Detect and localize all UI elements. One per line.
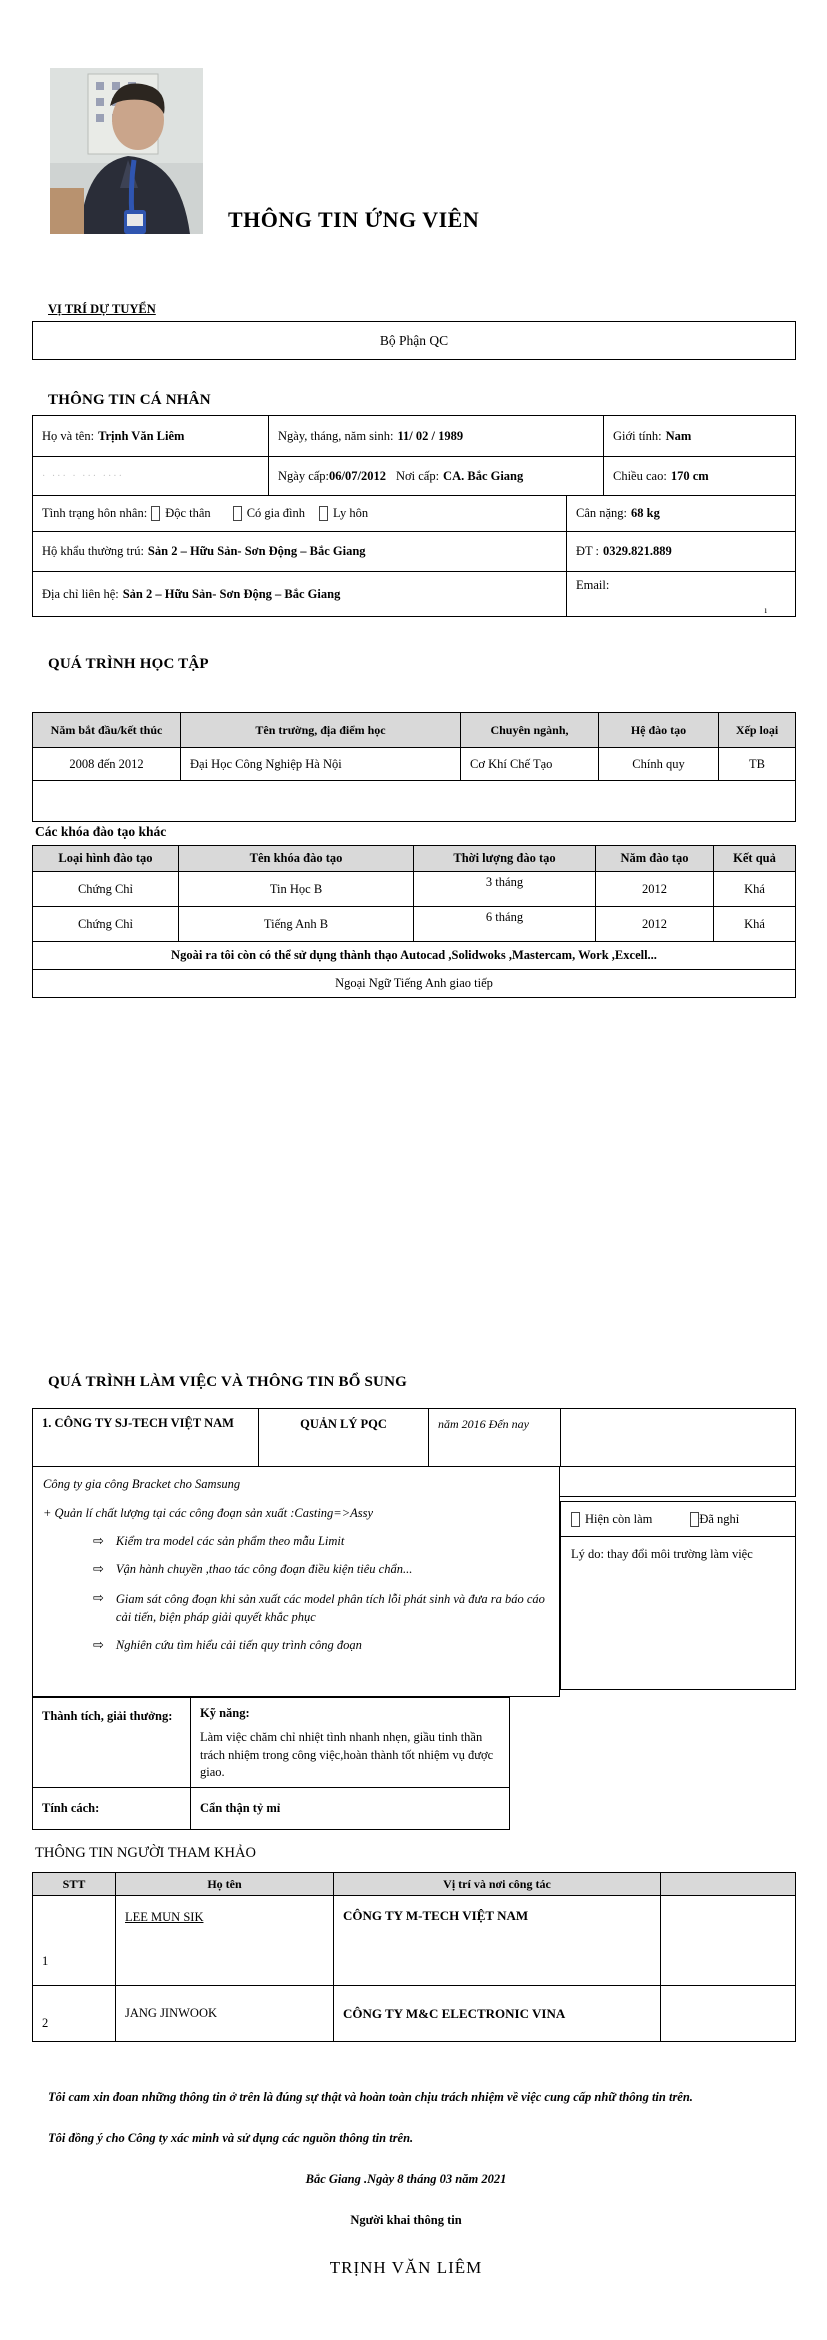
marital-option-divorced: Ly hôn [333,506,369,520]
work-duty-item [43,1638,551,1653]
training-duration: 6 tháng [414,907,596,941]
photo-placeholder-graphic [50,68,203,234]
education-section-heading: QUÁ TRÌNH HỌC TẬP [48,656,209,672]
training-section-heading: Các khóa đào tạo khác [35,824,167,839]
column-header: Loại hình đào tạo [33,846,179,871]
training-table [32,845,796,998]
extra-skills-row [33,942,795,970]
issue-place-value: CA. Bắc Giang [443,468,524,483]
reference-number: 1 [33,1896,116,1985]
empty-cell [33,781,795,821]
full-name-cell [33,416,269,456]
references-table [32,1872,796,2042]
personal-info-table [32,415,796,617]
height-cell [604,457,795,495]
page-title: THÔNG TIN ỨNG VIÊN [228,207,480,232]
arrow-bullet-icon: ⇨ [93,1562,104,1577]
work-experience-table [32,1408,796,1697]
status-resigned-label: Đã nghỉ [699,1511,740,1526]
checkbox-divorced-icon [319,506,328,521]
empty-cell [560,1467,796,1497]
work-duties-cell [32,1467,560,1697]
column-header: Tên khóa đào tạo [179,846,414,871]
training-data-row [33,872,795,907]
training-data-row [33,907,795,942]
position-section-label: VỊ TRÍ DỰ TUYỂN [48,302,156,316]
work-position: QUẢN LÝ PQC [259,1409,429,1466]
residence-value: Sản 2 – Hữu Sản- Sơn Động – Bắc Giang [147,544,366,558]
reference-number: 2 [33,1986,116,2041]
email-cell [567,572,795,616]
column-header: Vị trí và nơi công tác [334,1873,661,1895]
language-row [33,970,795,997]
education-data-row [33,748,795,781]
column-header [661,1873,795,1895]
references-header-row [33,1873,795,1896]
column-header: Kết quả [714,846,795,871]
work-section-heading: QUÁ TRÌNH LÀM VIỆC VÀ THÔNG TIN BỔ SUNG [48,1374,407,1390]
gender-cell [604,416,795,456]
marital-status-label: Tình trạng hôn nhân: [42,506,148,520]
training-duration: 3 tháng [414,872,596,906]
work-status-column [560,1467,796,1697]
gender-value: Nam [665,428,692,443]
height-value: 170 cm [670,468,709,483]
work-duty-text: Nghiên cứu tìm hiểu cải tiến quy trình công đoạn [115,1638,362,1653]
training-year: 2012 [596,872,714,906]
phone-label: ĐT : [576,544,600,558]
reference-row [33,1986,795,2041]
signature-name: TRỊNH VĂN LIÊM [329,2258,483,2277]
checkbox-married-icon [233,506,242,521]
reference-row [33,1896,795,1986]
phone-cell [567,532,795,571]
weight-label: Cân nặng: [576,506,628,520]
education-empty-row [33,781,795,821]
issue-date-label: Ngày cấp: [278,468,330,483]
email-label: Email: [576,578,610,592]
work-period: năm 2016 Đến nay [429,1409,561,1466]
empty-cell [661,1896,795,1985]
weight-cell [567,496,795,531]
residence-cell [33,532,567,571]
arrow-bullet-icon: ⇨ [93,1591,104,1606]
leave-reason-cell [560,1537,796,1690]
leave-reason-value: thay đổi môi trường làm việc [607,1547,753,1561]
education-school: Đại Học Công Nghiệp Hà Nội [181,748,461,780]
column-header: Xếp loại [719,713,795,747]
personal-section-heading: THÔNG TIN CÁ NHÂN [48,392,211,408]
work-summary-row [32,1408,796,1467]
training-course: Tin Học B [179,872,414,906]
id-number-cell [33,457,269,495]
training-year: 2012 [596,907,714,941]
work-duty-text: Giam sát công đoạn khi sản xuất các model phân tích lỗi phát sinh và đưa ra báo cáo cải tiến, biện pháp giải quyết khắc phục [115,1592,545,1625]
column-header: Năm bắt đầu/kết thúc [33,713,181,747]
education-years: 2008 đến 2012 [33,748,181,780]
contact-address-cell [33,572,567,616]
column-header: Thời lượng đào tạo [414,846,596,871]
position-value-box [32,321,796,360]
training-type: Chứng Chỉ [33,907,179,941]
marital-status-cell [33,496,567,531]
work-detail-area [32,1467,796,1697]
work-status-row [560,1501,796,1537]
education-major: Cơ Khí Chế Tạo [461,748,599,780]
training-course: Tiếng Anh B [179,907,414,941]
empty-cell [561,1409,795,1466]
work-duty-text: Vận hành chuyền ,thao tác công đoạn điều kiện tiêu chẩn... [115,1562,413,1576]
skills-text: Làm việc chăm chỉ nhiệt tình nhanh nhẹn, giầu tinh thần trách nhiệm trong công việc,hoàn thành tốt nhiệm vụ được giao. [200,1730,494,1779]
email-stray-mark: ı [764,605,767,615]
arrow-bullet-icon: ⇨ [93,1638,104,1654]
skills-table [32,1697,510,1830]
status-still-working-label: Hiện còn làm [585,1511,653,1526]
declaration-line-2: Tôi đồng ý cho Công ty xác minh và sử dụng các nguồn thông tin trên. [48,2131,414,2145]
education-header-row [33,713,795,748]
position-value: Bộ Phận QC [379,332,449,348]
table-row [33,457,795,496]
language-text: Ngoại Ngữ Tiếng Anh giao tiếp [335,976,493,990]
id-issue-cell [269,457,604,495]
column-header: Chuyên ngành, [461,713,599,747]
empty-cell [661,1986,795,2041]
leave-reason-label: Lý do: [571,1547,604,1561]
reference-workplace: CÔNG TY M-TECH VIỆT NAM [334,1896,661,1985]
dob-value: 11/ 02 / 1989 [397,428,464,443]
candidate-photo [50,68,203,234]
education-system: Chính quy [599,748,719,780]
education-table [32,712,796,822]
training-result: Khá [744,881,765,896]
extra-skills-text: Ngoài ra tôi còn có thể sử dụng thành thạo Autocad ,Solidwoks ,Mastercam, Work ,Excell... [171,948,657,962]
personality-row [33,1788,509,1829]
dob-cell [269,416,604,456]
column-header: Năm đào tạo [596,846,714,871]
arrow-bullet-icon: ⇨ [93,1534,104,1549]
column-header: Hệ đào tạo [599,713,719,747]
gender-label: Giới tính: [613,428,662,443]
work-company: 1. CÔNG TY SJ-TECH VIỆT NAM [33,1409,259,1466]
issue-place-label: Nơi cấp: [395,468,440,483]
dob-label: Ngày, tháng, năm sinh: [278,428,394,443]
column-header: Tên trường, địa điểm học [181,713,461,747]
work-duty-text: Kiểm tra model các sản phẩm theo mẫu Limit [115,1534,345,1548]
references-section-heading: THÔNG TIN NGƯỜI THAM KHẢO [35,1845,256,1861]
phone-value: 0329.821.889 [603,544,672,558]
work-duty-item [43,1590,551,1626]
marital-option-single: Độc thân [165,506,211,520]
education-grade: TB [749,756,765,771]
table-row [33,572,795,616]
reference-workplace: CÔNG TY M&C ELECTRONIC VINA [334,1986,661,2041]
table-row [33,496,795,532]
full-name-value: Trịnh Văn Liêm [98,428,185,443]
column-header: STT [33,1873,116,1895]
training-header-row [33,846,795,872]
table-row [33,532,795,572]
work-duty-item [43,1562,551,1577]
table-row [33,416,795,457]
signer-title: Người khai thông tin [350,2213,462,2227]
training-type: Chứng Chỉ [33,872,179,906]
skills-label: Kỹ năng: [200,1706,250,1720]
height-label: Chiều cao: [613,468,667,483]
full-name-label: Họ và tên: [42,428,95,443]
checkbox-still-working-icon [571,1512,580,1527]
date-line: Bắc Giang .Ngày 8 tháng 03 năm 2021 [305,2172,507,2186]
training-result: Khá [744,916,765,931]
reference-name: LEE MUN SIK [116,1896,334,1985]
skills-cell [191,1698,509,1787]
work-duty-item [43,1534,551,1549]
contact-address-value: Sản 2 – Hữu Sản- Sơn Động – Bắc Giang [122,586,341,601]
weight-value: 68 kg [631,506,660,520]
residence-label: Hộ khẩu thường trú: [42,544,144,558]
work-company-desc: Công ty gia công Bracket cho Samsung [43,1477,241,1491]
column-header: Họ tên [116,1873,334,1895]
checkbox-single-icon [151,506,160,521]
achievements-label: Thành tích, giải thưởng: [33,1698,191,1787]
personality-label: Tính cách: [33,1788,191,1829]
issue-date-value: 06/07/2012 [329,468,386,483]
work-role-summary: + Quản lí chất lượng tại các công đoạn sản xuất :Casting=>Assy [43,1506,374,1520]
marital-option-married: Có gia đình [246,506,306,520]
id-number-faint: · ··· · ··· ···· [42,470,124,482]
contact-address-label: Địa chỉ liên hệ: [42,586,119,601]
personality-value: Cẩn thận tỷ mỉ [200,1801,281,1815]
reference-name: JANG JINWOOK [116,1986,334,2041]
declaration-line-1: Tôi cam xin đoan những thông tin ở trên là đúng sự thật và hoàn toàn chịu trách nhiệm về việc cung cấp nhữ thông tin trên. [48,2090,693,2104]
checkbox-resigned-icon [690,1512,699,1527]
skills-row [33,1698,509,1788]
